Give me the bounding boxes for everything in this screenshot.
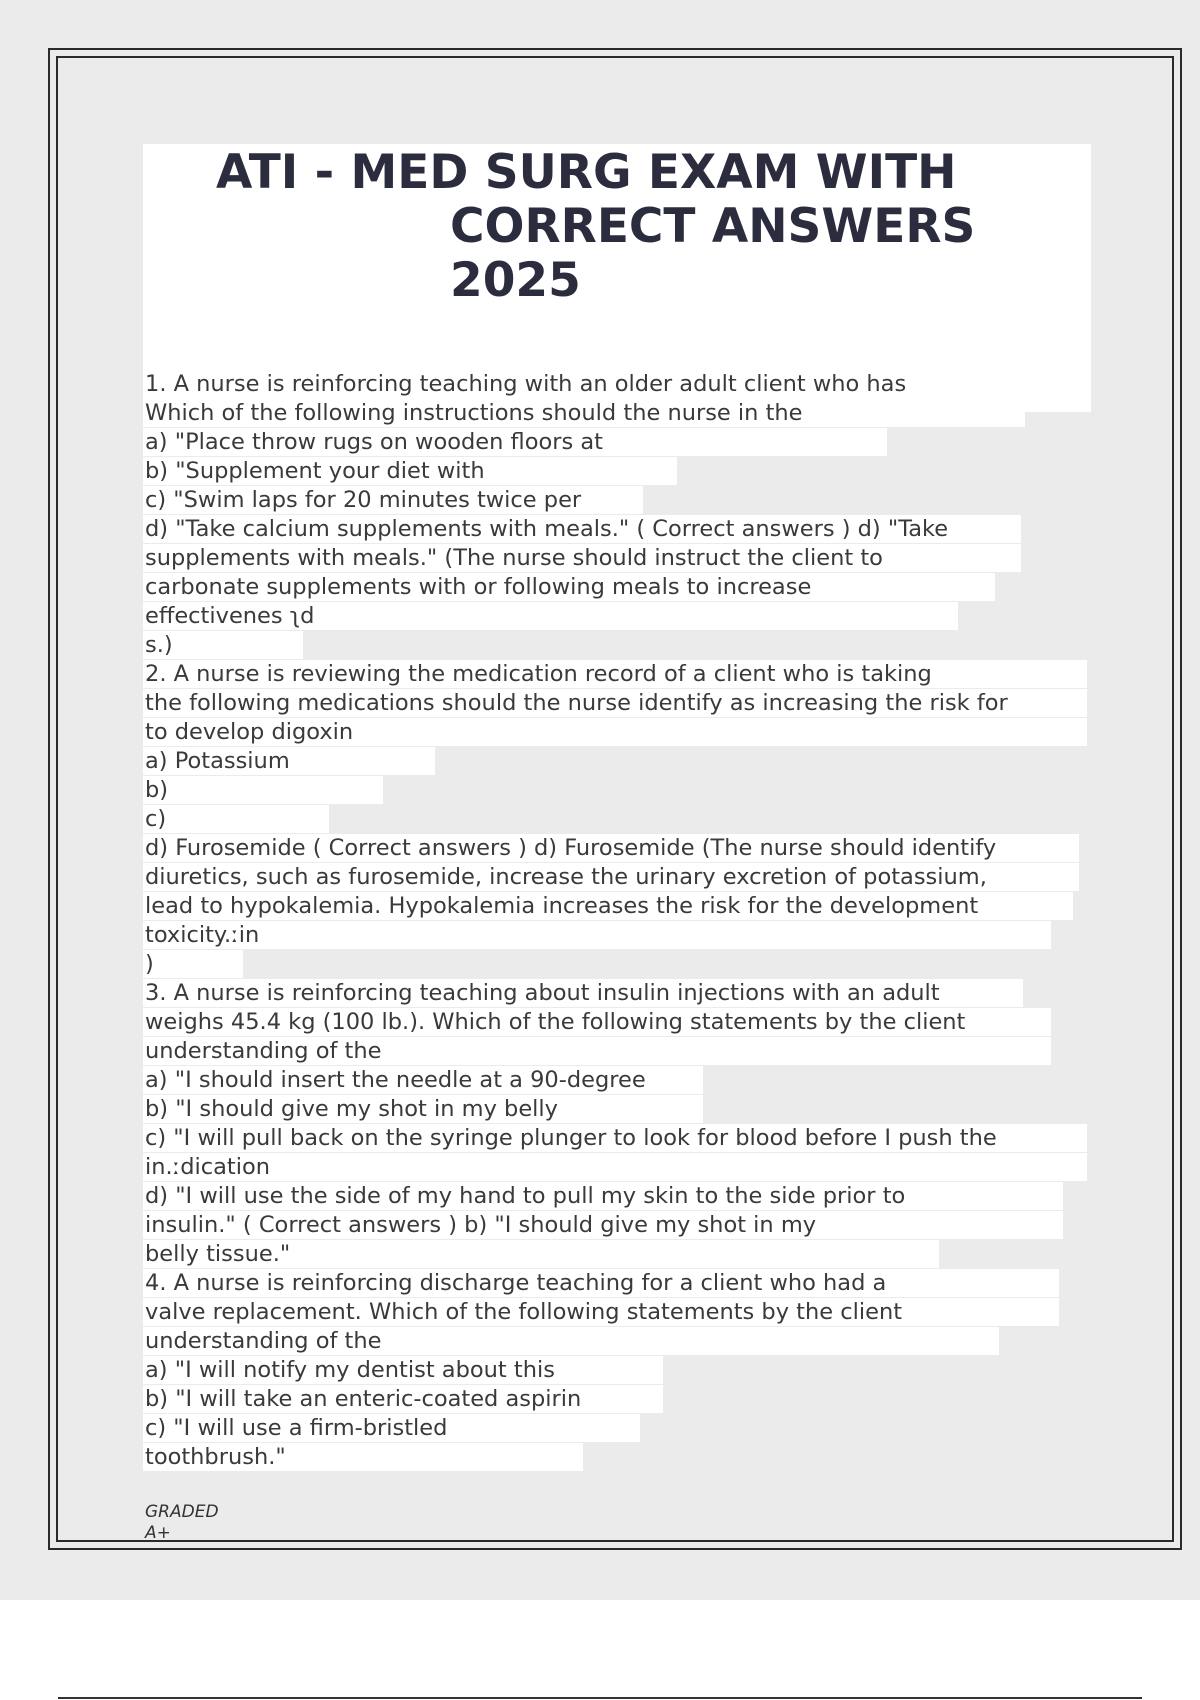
body-line: d) "I will use the side of my hand to pull my skin to the side prior to: [143, 1182, 1063, 1210]
body-line: toothbrush.": [143, 1443, 583, 1471]
body-line: Which of the following instructions should the nurse in the: [143, 399, 1025, 427]
body-line: s.): [143, 631, 303, 659]
body-line: 2. A nurse is reviewing the medication record of a client who is taking: [143, 660, 1087, 688]
body-line: toxicity.ːin: [143, 921, 1051, 949]
body-line: supplements with meals." (The nurse should instruct the client to: [143, 544, 1021, 572]
footer-rule: [58, 1697, 1142, 1699]
title-line-3: 2025: [450, 253, 581, 308]
body-line: lead to hypokalemia. Hypokalemia increases the risk for the development: [143, 892, 1073, 920]
title-line-2: CORRECT ANSWERS: [450, 199, 976, 254]
body-line: to develop digoxin: [143, 718, 1087, 746]
title-line-1: ATI - MED SURG EXAM WITH: [216, 145, 957, 200]
body-line: ): [143, 950, 243, 978]
body-line: b) "Supplement your diet with: [143, 457, 677, 485]
body-line: a) "I should insert the needle at a 90-degree: [143, 1066, 703, 1094]
body-line: a) "I will notify my dentist about this: [143, 1356, 663, 1384]
body-line: understanding of the: [143, 1327, 999, 1355]
graded-text: GRADED: [145, 1502, 219, 1522]
body-line: b): [143, 776, 383, 804]
body-line: in.ːdication: [143, 1153, 1087, 1181]
body-line: understanding of the: [143, 1037, 1051, 1065]
body-line: c) "I will pull back on the syringe plunger to look for blood before I push the: [143, 1124, 1087, 1152]
body-line: effectivenes ʅd: [143, 602, 958, 630]
body-line: a) "Place throw rugs on wooden floors at: [143, 428, 887, 456]
body-line: 1. A nurse is reinforcing teaching with an older adult client who has: [143, 370, 1091, 398]
graded-label: [145, 1502, 219, 1544]
body-line: valve replacement. Which of the following statements by the client: [143, 1298, 1059, 1326]
body-line: b) "I should give my shot in my belly: [143, 1095, 703, 1123]
body-line: belly tissue.": [143, 1240, 939, 1268]
body-line: weighs 45.4 kg (100 lb.). Which of the following statements by the client: [143, 1008, 1051, 1036]
body-line: 4. A nurse is reinforcing discharge teaching for a client who had a: [143, 1269, 1059, 1297]
body-line: c) "I will use a firm-bristled: [143, 1414, 640, 1442]
body-line: carbonate supplements with or following meals to increase: [143, 573, 995, 601]
body-line: insulin." ( Correct answers ) b) "I should give my shot in my: [143, 1211, 1063, 1239]
body-line: b) "I will take an enteric-coated aspirin: [143, 1385, 663, 1413]
body-line: the following medications should the nurse identify as increasing the risk for: [143, 689, 1087, 717]
body-line: d) "Take calcium supplements with meals." ( Correct answers ) d) "Take: [143, 515, 1021, 543]
body-line: a) Potassium: [143, 747, 435, 775]
grade-value: A+: [145, 1523, 171, 1543]
body-line: diuretics, such as furosemide, increase the urinary excretion of potassium,: [143, 863, 1079, 891]
body-line: 3. A nurse is reinforcing teaching about insulin injections with an adult: [143, 979, 1023, 1007]
body-line: d) Furosemide ( Correct answers ) d) Furosemide (The nurse should identify: [143, 834, 1079, 862]
body-line: c): [143, 805, 329, 833]
body-line: c) "Swim laps for 20 minutes twice per: [143, 486, 643, 514]
